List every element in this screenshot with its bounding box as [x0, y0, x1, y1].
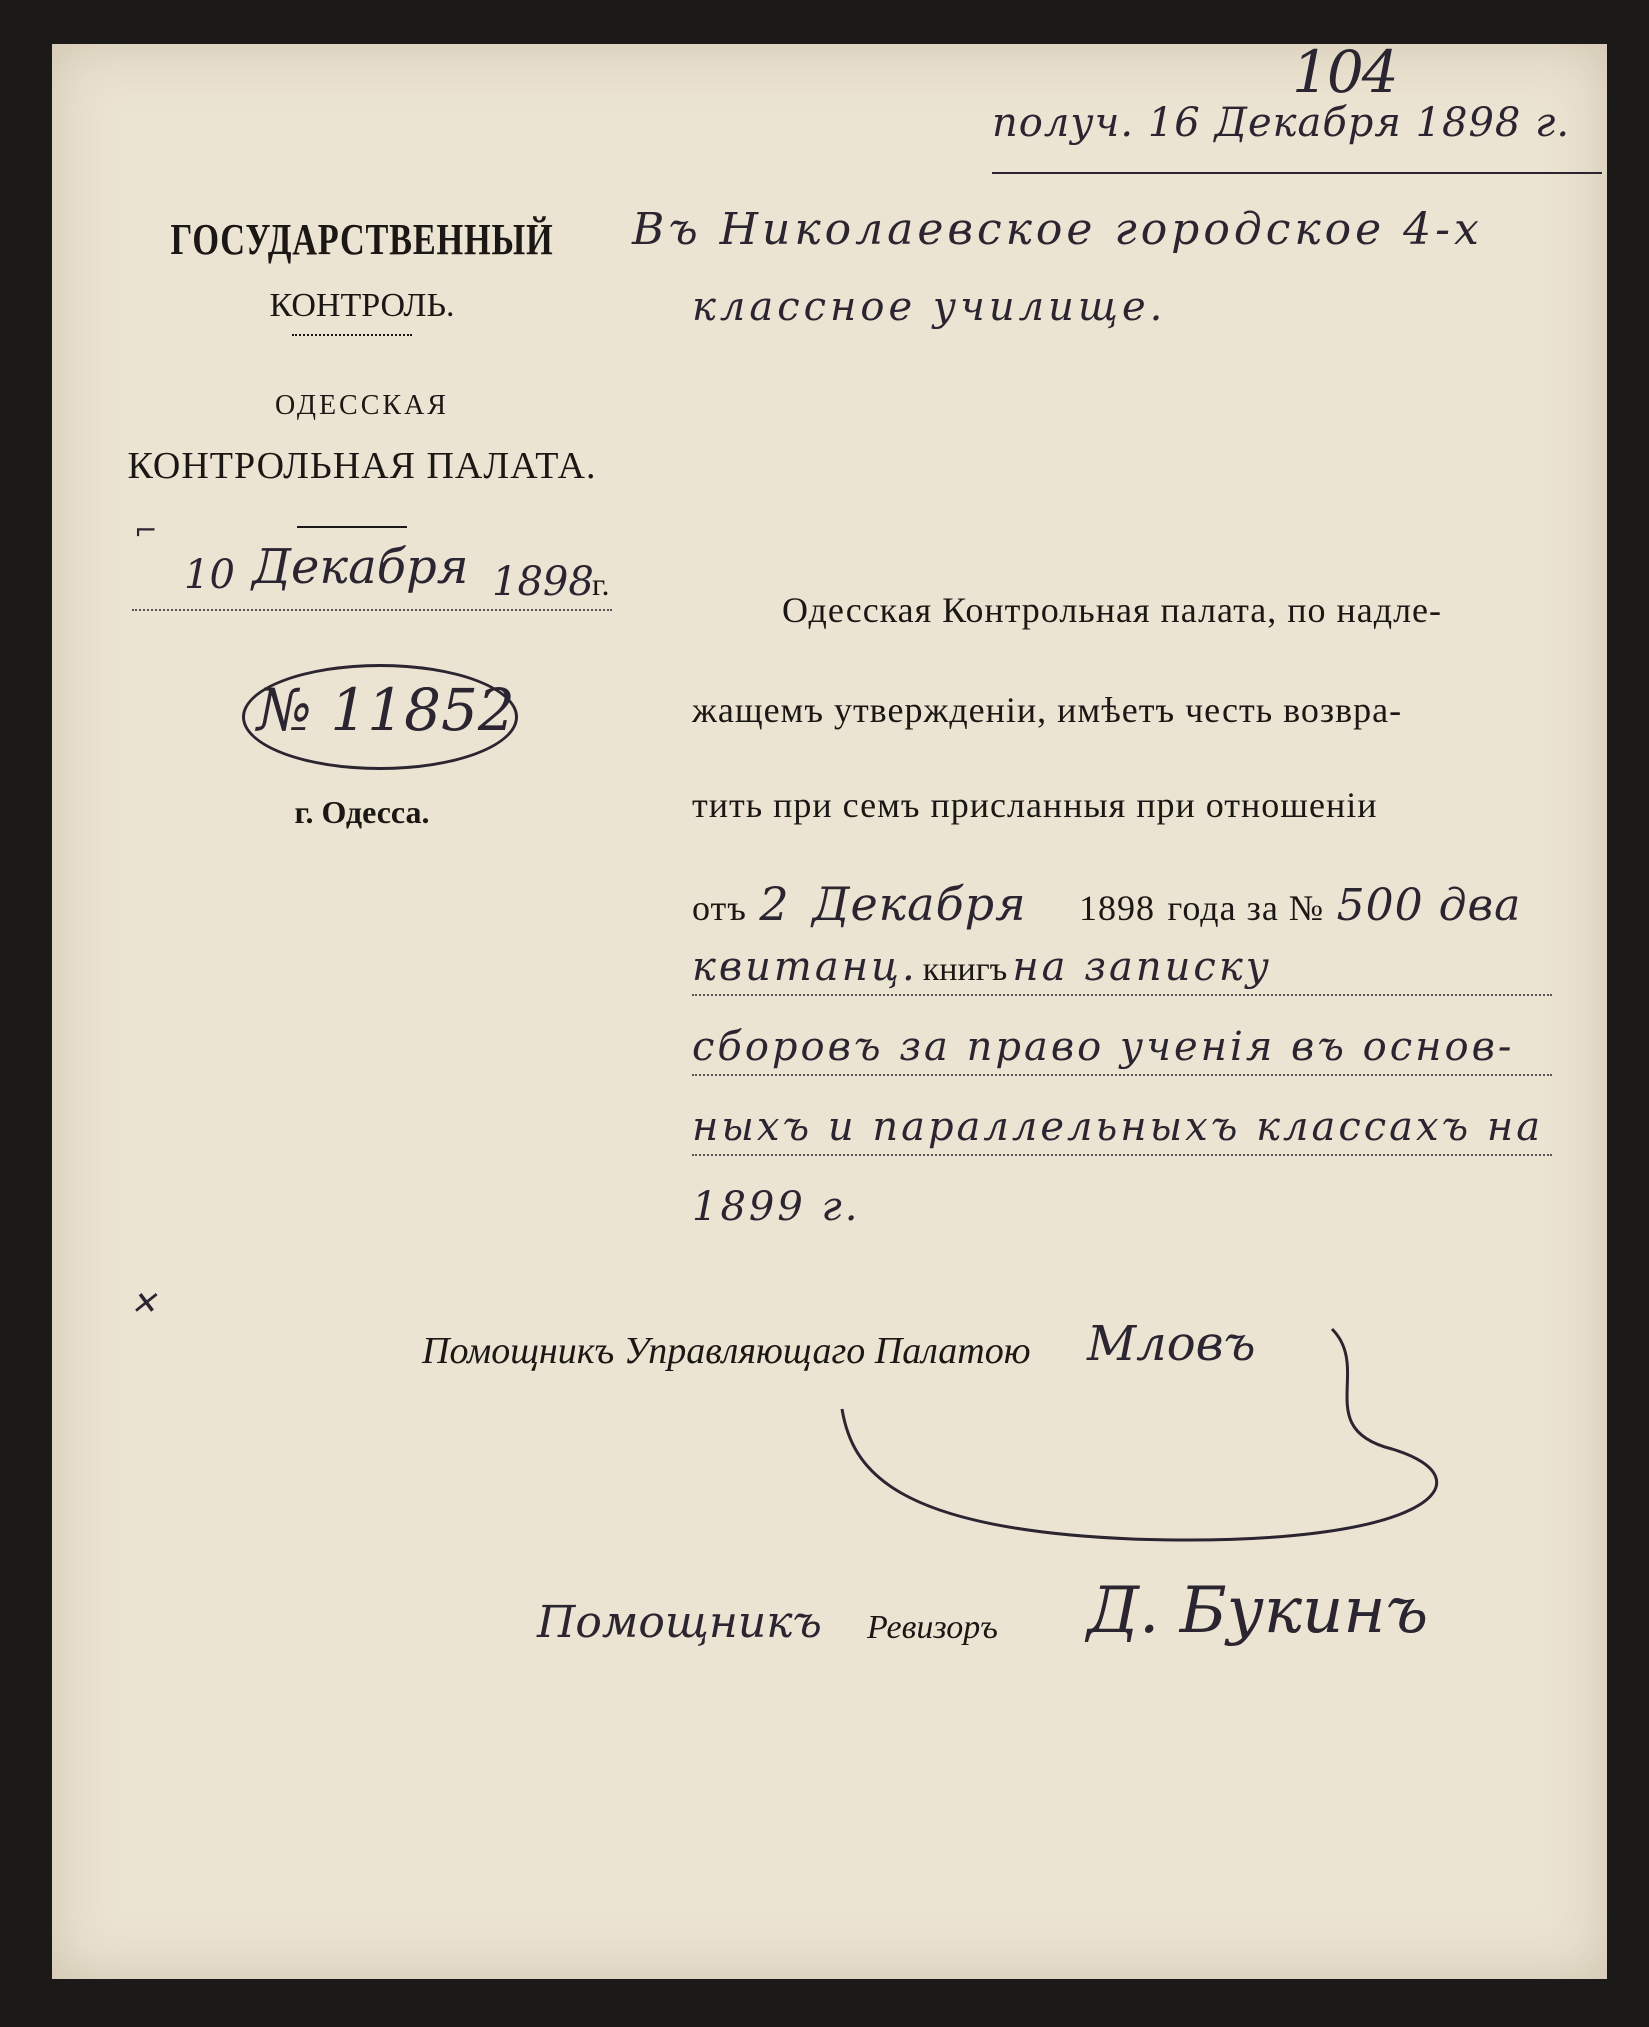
assistant-manager-label: Помощникъ Управляющаго Палатою — [422, 1330, 1031, 1372]
revisor-hand-label: Помощникъ — [537, 1597, 822, 1648]
body-line-5-hand: квитанц. — [692, 944, 918, 990]
body-line-4-prefix: отъ — [692, 888, 747, 928]
body-line-4 — [692, 877, 1521, 931]
revisor-signature: Д. Букинъ — [1087, 1574, 1429, 1648]
date-month: Декабря — [252, 539, 469, 595]
body-line-3: тить при семъ присланныя при отношеніи — [692, 785, 1378, 825]
body-line-2: жащемъ утвержденіи, имѣетъ честь возвра- — [692, 690, 1403, 730]
letterhead-line-3: ОДЕССКАЯ — [275, 390, 449, 421]
received-note: получ. 16 Декабря 1898 г. — [992, 100, 1571, 146]
signature-flourish — [832, 1289, 1552, 1569]
body-line-4-day: 2 — [759, 877, 790, 931]
date-suffix: г. — [592, 566, 610, 602]
body-line-5-print: книгъ — [922, 951, 1008, 988]
document-page — [52, 38, 1607, 1979]
date-year: 1898 — [492, 559, 594, 605]
margin-mark: ⌐ — [134, 514, 158, 547]
received-underline — [992, 172, 1602, 174]
body-line-1: Одесская Контрольная палата, по надле- — [782, 590, 1443, 630]
body-line-4-number: 500 два — [1336, 880, 1522, 931]
letterhead-line-4: КОНТРОЛЬНАЯ ПАЛАТА. — [127, 445, 597, 487]
assistant-manager-signature: Мловъ — [1087, 1316, 1256, 1372]
body-line-4-year: 1898 — [1079, 888, 1156, 928]
revisor-print-label: Ревизоръ — [867, 1609, 998, 1646]
body-line-5 — [692, 944, 1552, 996]
body-line-7: ныхъ и параллельныхъ классахъ на — [692, 1104, 1552, 1156]
addressee-line-2: классное училище. — [692, 284, 1167, 330]
letterhead-ornament-1 — [292, 334, 412, 336]
body-line-4-month: Декабря — [812, 877, 1027, 931]
document-number: № 11852 — [257, 676, 515, 744]
folio-number: 104 — [1292, 38, 1397, 106]
addressee-line-1: Въ Николаевское городское 4-х — [632, 204, 1483, 255]
body-line-8: 1899 г. — [692, 1184, 861, 1230]
letterhead-line-2: КОНТРОЛЬ. — [269, 287, 455, 324]
body-line-5-hand-2: на записку — [1012, 944, 1272, 990]
body-line-4-mid: года за № — [1167, 888, 1325, 928]
date-day: 10 — [184, 552, 235, 598]
letterhead-ornament-2 — [297, 526, 407, 528]
city: г. Одесса. — [294, 794, 430, 830]
body-line-6: сборовъ за право ученія въ основ- — [692, 1024, 1552, 1076]
margin-mark-2: ✕ — [130, 1284, 157, 1322]
letterhead-line-1: ГОСУДАРСТВЕННЫЙ — [170, 215, 554, 264]
